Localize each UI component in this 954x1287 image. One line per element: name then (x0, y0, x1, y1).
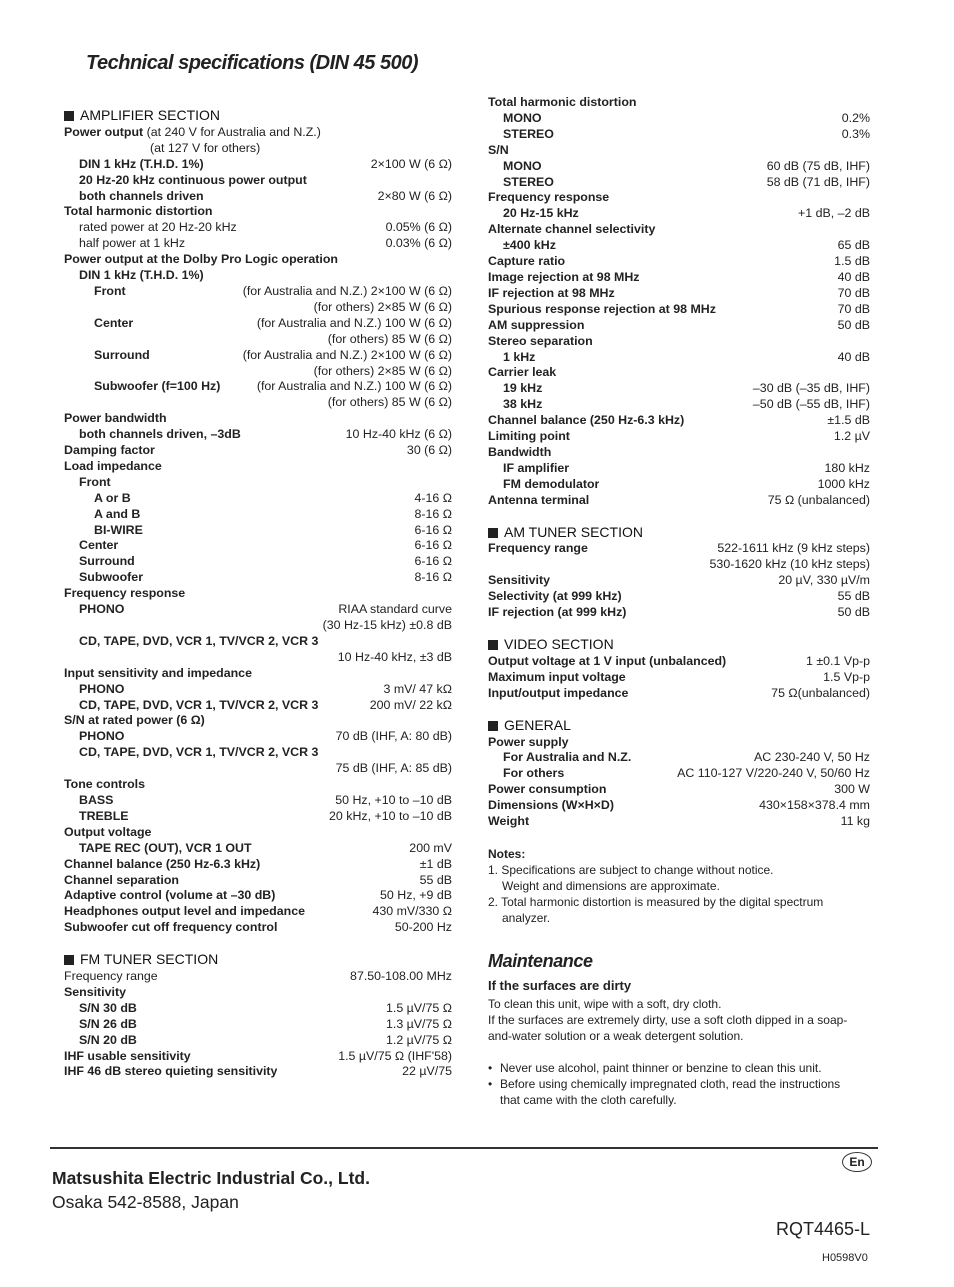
spec-label: Output voltage (64, 824, 152, 839)
maintenance-text: If the surfaces are extremely dirty, use a soft cloth dipped in a soap- (488, 1012, 848, 1027)
spec-row: Channel balance (250 Hz-6.3 kHz) ±1 dB (64, 856, 452, 871)
spec-value: (for others) 2×85 W (6 Ω) (313, 363, 452, 378)
spec-row: Image rejection at 98 MHz 40 dB (488, 269, 870, 284)
spec-row: Surround (for Australia and N.Z.) 2×100 W (6 Ω) (94, 347, 452, 362)
spec-row: S/N 26 dB 1.3 µV/75 Ω (79, 1016, 452, 1031)
note-text: analyzer. (502, 910, 551, 925)
notes-heading: Notes: (488, 846, 526, 861)
square-bullet-icon (64, 955, 74, 965)
spec-label: Tone controls (64, 777, 145, 792)
spec-value: 10 Hz-40 kHz, ±3 dB (337, 649, 452, 664)
spec-row: Input/output impedance 75 Ω(unbalanced) (488, 685, 870, 700)
spec-row: 19 kHz –30 dB (–35 dB, IHF) (503, 381, 870, 396)
spec-label: Alternate channel selectivity (488, 222, 656, 237)
maintenance-text: that came with the cloth carefully. (500, 1092, 677, 1107)
spec-row: Antenna terminal 75 Ω (unbalanced) (488, 492, 870, 507)
spec-row: STEREO 0.3% (503, 126, 870, 141)
spec-row: both channels driven, –3dB 10 Hz-40 kHz (6 Ω) (79, 427, 452, 442)
amplifier-section-heading: AMPLIFIER SECTION (64, 108, 452, 124)
maintenance-title: Maintenance (488, 950, 593, 971)
spec-row: Sensitivity 20 µV, 330 µV/m (488, 573, 870, 588)
spec-row: TAPE REC (OUT), VCR 1 OUT 200 mV (79, 840, 452, 855)
spec-label: Load impedance (64, 458, 162, 473)
spec-row: IF rejection at 98 MHz 70 dB (488, 285, 870, 300)
right-column (488, 95, 870, 1108)
spec-value: 75 dB (IHF, A: 85 dB) (335, 761, 452, 776)
company-name: Matsushita Electric Industrial Co., Ltd. (52, 1168, 370, 1188)
spec-row: both channels driven 2×80 W (6 Ω) (79, 188, 452, 203)
spec-row: Limiting point 1.2 µV (488, 429, 870, 444)
left-column (64, 108, 452, 1080)
spec-label: Total harmonic distortion (488, 95, 637, 109)
square-bullet-icon (488, 721, 498, 731)
spec-value: (30 Hz-15 kHz) ±0.8 dB (322, 618, 452, 632)
spec-value: (for others) 2×85 W (6 Ω) (313, 299, 452, 314)
general-section-heading: GENERAL (488, 718, 870, 734)
spec-row: Channel separation 55 dB (64, 872, 452, 887)
spec-row: MONO 0.2% (503, 110, 870, 125)
bullet-dot-icon: • (488, 1060, 493, 1075)
spec-row: TREBLE 20 kHz, +10 to –10 dB (79, 808, 452, 823)
spec-row: For others AC 110-127 V/220-240 V, 50/60 Hz (503, 766, 870, 781)
spec-label: Carrier leak (488, 365, 557, 380)
spec-row: Channel balance (250 Hz-6.3 kHz) ±1.5 dB (488, 413, 870, 428)
maintenance-text: To clean this unit, wipe with a soft, dry cloth. (488, 996, 722, 1011)
spec-row: Adaptive control (volume at –30 dB) 50 Hz, +9 dB (64, 888, 452, 903)
spec-row: rated power at 20 Hz-20 kHz 0.05% (6 Ω) (79, 220, 452, 235)
company-address: Osaka 542-8588, Japan (52, 1192, 239, 1212)
spec-row: Frequency range 522-1611 kHz (9 kHz steps) (488, 541, 870, 556)
square-bullet-icon (488, 640, 498, 650)
spec-label: Power bandwidth (64, 411, 167, 426)
spec-row: Capture ratio 1.5 dB (488, 254, 870, 269)
video-section-heading: VIDEO SECTION (488, 637, 870, 653)
power-output-label: Power output (at 240 V for Australia and N.Z.) (64, 124, 321, 139)
am-tuner-section-heading: AM TUNER SECTION (488, 525, 870, 541)
spec-row: 1 kHz 40 dB (503, 349, 870, 364)
spec-row: Output voltage at 1 V input (unbalanced) 1 ±0.1 Vp-p (488, 653, 870, 668)
bullet-dot-icon: • (488, 1076, 493, 1091)
spec-label: Frequency response (488, 190, 610, 205)
spec-row: PHONO 70 dB (IHF, A: 80 dB) (79, 729, 452, 744)
spec-row: MONO 60 dB (75 dB, IHF) (503, 158, 870, 173)
spec-row: Front (for Australia and N.Z.) 2×100 W (6 Ω) (94, 283, 452, 298)
power-output-note: (at 127 V for others) (150, 140, 261, 155)
spec-row: Power consumption 300 W (488, 782, 870, 797)
spec-row: A or B 4-16 Ω (94, 490, 452, 505)
spec-row: IHF usable sensitivity 1.5 µV/75 Ω (IHF'58) (64, 1048, 452, 1063)
spec-row: IF amplifier 180 kHz (503, 460, 870, 475)
spec-row: Surround 6-16 Ω (79, 554, 452, 569)
spec-row: BI-WIRE 6-16 Ω (94, 522, 452, 537)
language-badge: En (842, 1152, 872, 1172)
maintenance-subheading: If the surfaces are dirty (488, 977, 632, 993)
spec-row: Subwoofer 8-16 Ω (79, 570, 452, 585)
spec-row: STEREO 58 dB (71 dB, IHF) (503, 174, 870, 189)
spec-row: BASS 50 Hz, +10 to –10 dB (79, 792, 452, 807)
maintenance-text: and-water solution or a weak detergent solution. (488, 1028, 744, 1043)
spec-label: DIN 1 kHz (T.H.D. 1%) (79, 268, 204, 283)
spec-label: Front (79, 474, 111, 489)
spec-row: Weight 11 kg (488, 814, 870, 829)
spec-row: DIN 1 kHz (T.H.D. 1%) 2×100 W (6 Ω) (79, 156, 452, 171)
note-text: 2. Total harmonic distortion is measured by the digital spectrum (488, 894, 824, 909)
print-code: H0598V0 (822, 1252, 868, 1264)
spec-row: Headphones output level and impedance 430 mV/330 Ω (64, 904, 452, 919)
spec-value: 530-1620 kHz (10 kHz steps) (709, 557, 870, 572)
maintenance-bullet: • Before using chemically impregnated cloth, read the instructions (488, 1076, 841, 1091)
footer-divider (50, 1147, 878, 1149)
spec-row: PHONO 3 mV/ 47 kΩ (79, 681, 452, 696)
spec-row: Center (for Australia and N.Z.) 100 W (6 Ω) (94, 315, 452, 330)
spec-row: Subwoofer (f=100 Hz) (for Australia and N.Z.) 100 W (6 Ω) (94, 379, 452, 394)
spec-label: Power supply (488, 734, 569, 749)
spec-row: IF rejection (at 999 kHz) 50 dB (488, 605, 870, 620)
page-title: Technical specifications (DIN 45 500) (86, 52, 418, 74)
square-bullet-icon (64, 111, 74, 121)
note-text: 1. Specifications are subject to change without notice. (488, 862, 774, 877)
spec-label: Input sensitivity and impedance (64, 665, 252, 680)
spec-value: (for others) 85 W (6 Ω) (327, 395, 452, 410)
spec-label: Stereo separation (488, 333, 593, 348)
spec-row: FM demodulator 1000 kHz (503, 476, 870, 491)
spec-label: S/N at rated power (6 Ω) (64, 713, 205, 728)
spec-value: (for others) 85 W (6 Ω) (327, 331, 452, 346)
spec-label: Bandwidth (488, 444, 552, 459)
fm-tuner-section-heading: FM TUNER SECTION (64, 952, 452, 968)
spec-label: Frequency response (64, 586, 186, 601)
spec-label: Sensitivity (64, 984, 126, 999)
spec-row: A and B 8-16 Ω (94, 506, 452, 521)
spec-row: IHF 46 dB stereo quieting sensitivity 22 µV/75 (64, 1064, 452, 1079)
spec-label: Total harmonic distortion (64, 204, 213, 219)
document-code: RQT4465-L (776, 1219, 871, 1239)
spec-row: Spurious response rejection at 98 MHz 70 dB (488, 301, 870, 316)
spec-row: Selectivity (at 999 kHz) 55 dB (488, 589, 870, 604)
spec-label: 20 Hz-20 kHz continuous power output (79, 172, 307, 187)
spec-row: S/N 30 dB 1.5 µV/75 Ω (79, 1000, 452, 1015)
spec-row: CD, TAPE, DVD, VCR 1, TV/VCR 2, VCR 3 200 mV/ 22 kΩ (79, 697, 452, 712)
note-text: Weight and dimensions are approximate. (502, 878, 720, 893)
spec-row: 38 kHz –50 dB (–55 dB, IHF) (503, 397, 870, 412)
spec-row: half power at 1 kHz 0.03% (6 Ω) (79, 236, 452, 251)
spec-row: PHONO RIAA standard curve (79, 602, 452, 617)
square-bullet-icon (488, 528, 498, 538)
maintenance-bullet: • Never use alcohol, paint thinner or benzine to clean this unit. (488, 1060, 822, 1075)
spec-label: S/N (488, 142, 509, 157)
spec-row: 20 Hz-15 kHz +1 dB, –2 dB (503, 206, 870, 221)
spec-label: CD, TAPE, DVD, VCR 1, TV/VCR 2, VCR 3 (79, 633, 319, 648)
spec-label: Power output at the Dolby Pro Logic operation (64, 252, 338, 267)
spec-row: Frequency range 87.50-108.00 MHz (64, 969, 452, 984)
spec-label: CD, TAPE, DVD, VCR 1, TV/VCR 2, VCR 3 (79, 745, 319, 760)
spec-row: Maximum input voltage 1.5 Vp-p (488, 669, 870, 684)
spec-row: Subwoofer cut off frequency control 50-200 Hz (64, 920, 452, 935)
spec-row: Dimensions (W×H×D) 430×158×378.4 mm (488, 798, 870, 813)
spec-row: ±400 kHz 65 dB (503, 238, 870, 253)
spec-row: S/N 20 dB 1.2 µV/75 Ω (79, 1032, 452, 1047)
spec-row: AM suppression 50 dB (488, 317, 870, 332)
spec-row: Center 6-16 Ω (79, 538, 452, 553)
spec-row: For Australia and N.Z. AC 230-240 V, 50 Hz (503, 750, 870, 765)
spec-row: Damping factor 30 (6 Ω) (64, 443, 452, 458)
